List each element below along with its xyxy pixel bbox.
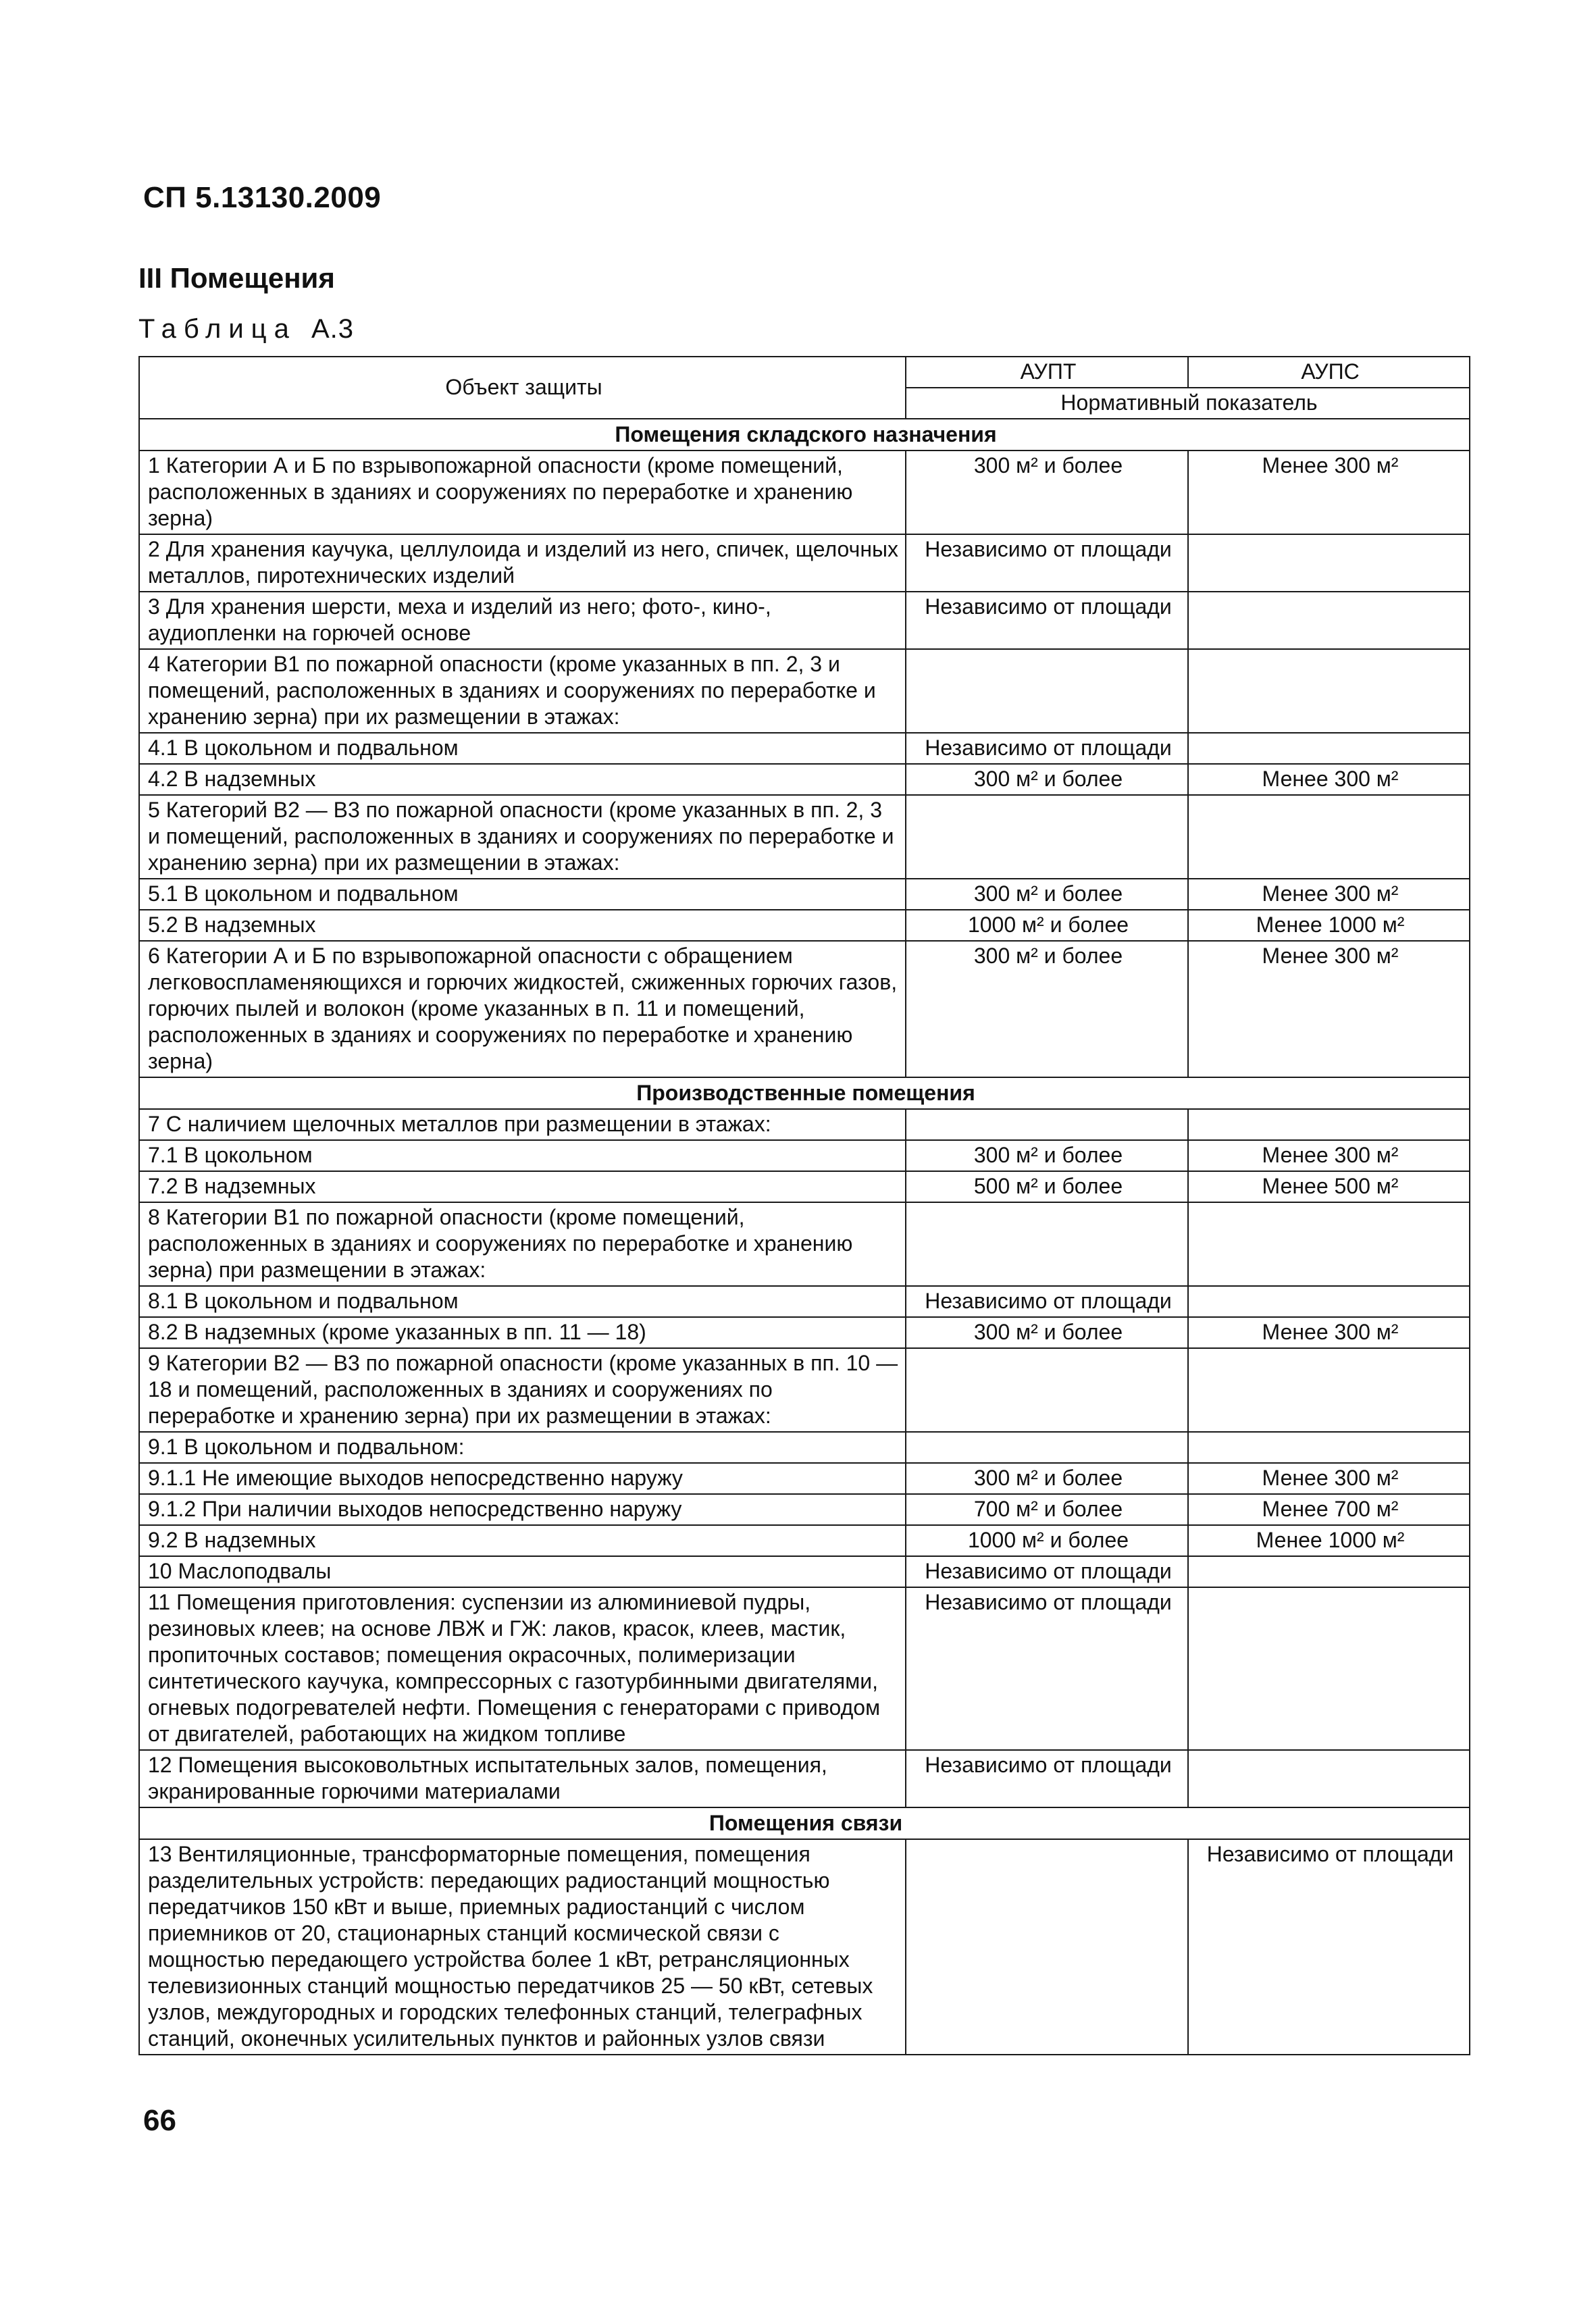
table-row (139, 1348, 1470, 1432)
object-cell: 11 Помещения приготовления: суспензии из алюминиевой пудры, резиновых клеев; на основе ЛВЖ и ГЖ: лаков, красок, клеев, мастик, пропиточных составов; помещения окрасочных, полимеризации синтетического каучука, компрессорных с газотурбинными двигателями, огневых подогревателей нефти. Помещения с генераторами с приводом от двигателей, работающих на жидком топливе (139, 1587, 906, 1750)
table-row (139, 451, 1470, 534)
section-row (139, 1077, 1470, 1109)
section-row (139, 1807, 1470, 1839)
table-label-word: Таблица (138, 314, 297, 344)
aups-cell: Менее 1000 м² (1188, 910, 1470, 941)
aupt-cell: 300 м² и более (906, 941, 1188, 1077)
column-header-normative: Нормативный показатель (906, 388, 1470, 419)
aupt-cell: 1000 м² и более (906, 910, 1188, 941)
aupt-cell: 700 м² и более (906, 1494, 1188, 1525)
table-header-row (139, 357, 1470, 388)
aupt-cell (906, 1109, 1188, 1140)
table-row (139, 910, 1470, 941)
table-row (139, 1556, 1470, 1587)
aupt-cell: 300 м² и более (906, 1317, 1188, 1348)
object-cell: 8 Категории В1 по пожарной опасности (кроме помещений, расположенных в зданиях и сооружениях по переработке и хранению зерна) при размещении в этажах: (139, 1202, 906, 1286)
aups-cell (1188, 795, 1470, 879)
aups-cell: Менее 500 м² (1188, 1171, 1470, 1202)
object-cell: 4.2 В надземных (139, 764, 906, 795)
aups-cell: Менее 300 м² (1188, 941, 1470, 1077)
object-cell: 8.2 В надземных (кроме указанных в пп. 11 — 18) (139, 1317, 906, 1348)
table-row (139, 1494, 1470, 1525)
page-number: 66 (143, 2104, 176, 2137)
column-header-object: Объект защиты (139, 357, 906, 419)
object-cell: 7 С наличием щелочных металлов при размещении в этажах: (139, 1109, 906, 1140)
aups-cell: Менее 300 м² (1188, 1317, 1470, 1348)
table-row (139, 1432, 1470, 1463)
table-row (139, 795, 1470, 879)
object-cell: 10 Маслоподвалы (139, 1556, 906, 1587)
aupt-cell: 300 м² и более (906, 451, 1188, 534)
section-heading: Производственные помещения (139, 1077, 1470, 1109)
table-body (139, 357, 1470, 2055)
aups-cell (1188, 1750, 1470, 1807)
aupt-cell: 300 м² и более (906, 764, 1188, 795)
table-row (139, 1750, 1470, 1807)
table-row (139, 592, 1470, 649)
table-row (139, 1587, 1470, 1750)
table-row (139, 1463, 1470, 1494)
aupt-cell: 300 м² и более (906, 879, 1188, 910)
object-cell: 4.1 В цокольном и подвальном (139, 733, 906, 764)
section-row (139, 419, 1470, 451)
aups-cell: Менее 300 м² (1188, 764, 1470, 795)
aupt-cell: 1000 м² и более (906, 1525, 1188, 1556)
aupt-cell (906, 649, 1188, 733)
table-row (139, 1317, 1470, 1348)
section-title: III Помещения (138, 262, 335, 294)
section-heading: Помещения складского назначения (139, 419, 1470, 451)
object-cell: 9.1.2 При наличии выходов непосредственно наружу (139, 1494, 906, 1525)
table-row (139, 534, 1470, 592)
aupt-cell (906, 1839, 1188, 2055)
aups-cell (1188, 1432, 1470, 1463)
aupt-cell: 500 м² и более (906, 1171, 1188, 1202)
object-cell: 13 Вентиляционные, трансформаторные помещения, помещения разделительных устройств: передающих радиостанций мощностью передатчиков 150 кВт и выше, приемных радиостанций с числом приемников от 20, стационарных станций космической связи с мощностью передающего устройства более 1 кВт, ретрансляционных телевизионных станций мощностью передатчиков 25 — 50 кВт, сетевых узлов, междугородных и городских телефонных станций, телеграфных станций, оконечных усилительных пунктов и районных узлов связи (139, 1839, 906, 2055)
object-cell: 4 Категории В1 по пожарной опасности (кроме указанных в пп. 2, 3 и помещений, расположенных в зданиях и сооружениях по переработке и хранению зерна) при их размещении в этажах: (139, 649, 906, 733)
aups-cell: Менее 300 м² (1188, 1140, 1470, 1171)
object-cell: 9.1.1 Не имеющие выходов непосредственно наружу (139, 1463, 906, 1494)
object-cell: 6 Категории А и Б по взрывопожарной опасности с обращением легковоспламеняющихся и горючих жидкостей, сжиженных горючих газов, горючих пылей и волокон (кроме указанных в п. 11 и помещений, расположенных в зданиях и сооружениях по переработке и хранению зерна) (139, 941, 906, 1077)
object-cell: 1 Категории А и Б по взрывопожарной опасности (кроме помещений, расположенных в зданиях и сооружениях по переработке и хранению зерна) (139, 451, 906, 534)
aupt-cell: Независимо от площади (906, 733, 1188, 764)
object-cell: 5.2 В надземных (139, 910, 906, 941)
column-header-aupt: АУПТ (906, 357, 1188, 388)
object-cell: 9.2 В надземных (139, 1525, 906, 1556)
aups-cell (1188, 534, 1470, 592)
object-cell: 12 Помещения высоковольтных испытательных залов, помещения, экранированные горючими материалами (139, 1750, 906, 1807)
aupt-cell: 300 м² и более (906, 1140, 1188, 1171)
aups-cell (1188, 1556, 1470, 1587)
aups-cell (1188, 1202, 1470, 1286)
table-label-number: А.3 (311, 314, 355, 344)
aups-cell (1188, 1109, 1470, 1140)
aups-cell (1188, 1286, 1470, 1317)
table-row (139, 1839, 1470, 2055)
aupt-cell: Независимо от площади (906, 1286, 1188, 1317)
object-cell: 8.1 В цокольном и подвальном (139, 1286, 906, 1317)
aups-cell (1188, 1587, 1470, 1750)
table-row (139, 1109, 1470, 1140)
aupt-cell (906, 795, 1188, 879)
aupt-cell: Независимо от площади (906, 1587, 1188, 1750)
section-heading: Помещения связи (139, 1807, 1470, 1839)
table-row (139, 1171, 1470, 1202)
object-cell: 5 Категорий В2 — В3 по пожарной опасности (кроме указанных в пп. 2, 3 и помещений, расположенных в зданиях и сооружениях по переработке и хранению зерна) при их размещении в этажах: (139, 795, 906, 879)
object-cell: 9 Категории В2 — В3 по пожарной опасности (кроме указанных в пп. 10 — 18 и помещений, расположенных в зданиях и сооружениях по переработке и хранению зерна) при их размещении в этажах: (139, 1348, 906, 1432)
table-row (139, 649, 1470, 733)
table-label (138, 314, 354, 344)
aupt-cell: Независимо от площади (906, 534, 1188, 592)
aups-cell (1188, 1348, 1470, 1432)
aups-cell (1188, 592, 1470, 649)
table-row (139, 1525, 1470, 1556)
aups-cell: Менее 300 м² (1188, 1463, 1470, 1494)
aupt-cell (906, 1348, 1188, 1432)
document-code: СП 5.13130.2009 (143, 181, 382, 214)
table-row (139, 879, 1470, 910)
column-header-aups: АУПС (1188, 357, 1470, 388)
aups-cell: Менее 1000 м² (1188, 1525, 1470, 1556)
aups-cell (1188, 733, 1470, 764)
aups-cell: Менее 300 м² (1188, 451, 1470, 534)
aupt-cell (906, 1432, 1188, 1463)
object-cell: 7.1 В цокольном (139, 1140, 906, 1171)
table-row (139, 1202, 1470, 1286)
table-row (139, 733, 1470, 764)
object-cell: 5.1 В цокольном и подвальном (139, 879, 906, 910)
table-row (139, 764, 1470, 795)
object-cell: 7.2 В надземных (139, 1171, 906, 1202)
object-cell: 9.1 В цокольном и подвальном: (139, 1432, 906, 1463)
aupt-cell: Независимо от площади (906, 592, 1188, 649)
aups-cell: Менее 700 м² (1188, 1494, 1470, 1525)
table-row (139, 1286, 1470, 1317)
table-row (139, 941, 1470, 1077)
standards-table (138, 356, 1470, 2055)
aupt-cell: 300 м² и более (906, 1463, 1188, 1494)
aups-cell (1188, 649, 1470, 733)
aupt-cell: Независимо от площади (906, 1556, 1188, 1587)
aupt-cell: Независимо от площади (906, 1750, 1188, 1807)
aupt-cell (906, 1202, 1188, 1286)
table-row (139, 1140, 1470, 1171)
object-cell: 2 Для хранения каучука, целлулоида и изделий из него, спичек, щелочных металлов, пиротехнических изделий (139, 534, 906, 592)
aups-cell: Независимо от площади (1188, 1839, 1470, 2055)
aups-cell: Менее 300 м² (1188, 879, 1470, 910)
object-cell: 3 Для хранения шерсти, меха и изделий из него; фото-, кино-, аудиопленки на горючей основе (139, 592, 906, 649)
